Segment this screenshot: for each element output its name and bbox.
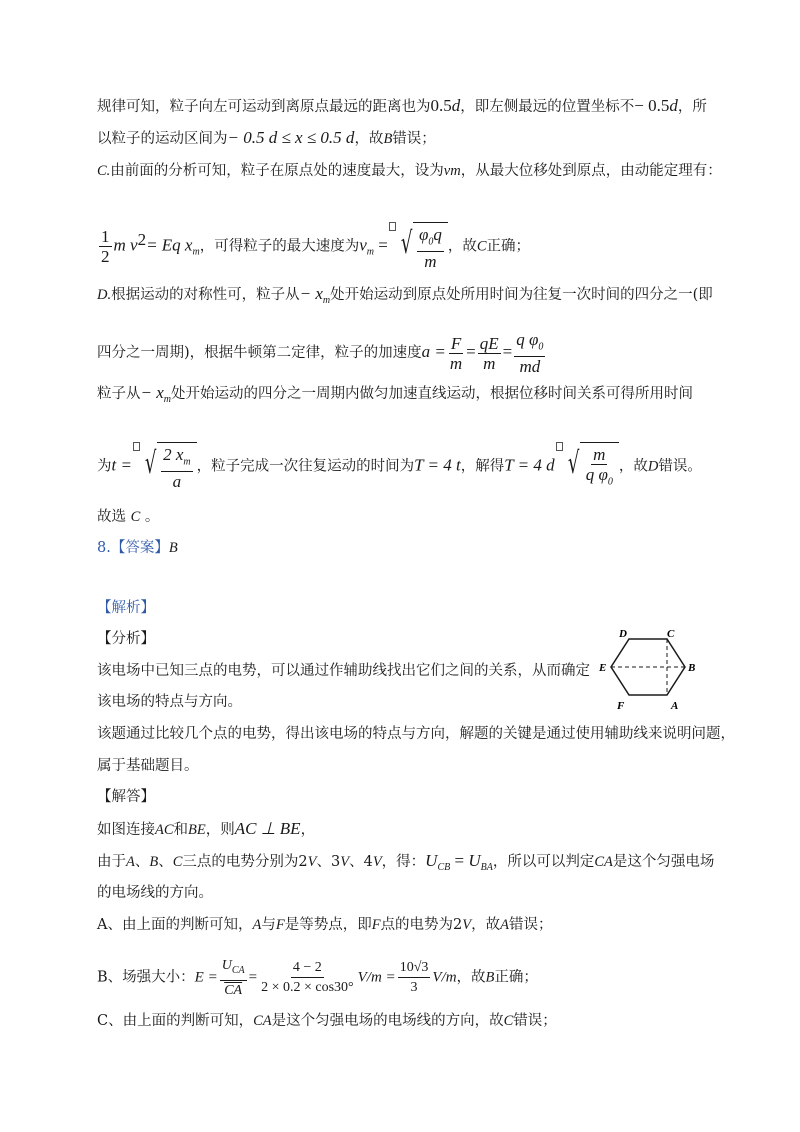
text: 、4 [349,854,373,870]
text: ，故 [447,238,477,255]
hexagon-figure [593,625,703,715]
text: 点的电势为2 [380,917,463,933]
text: 如图连接 [97,822,155,838]
symbol: d [669,96,678,115]
label-f: F [617,700,625,712]
option-letter: A [500,917,510,933]
point: A [126,854,135,870]
formula-line-8: 为t = √ $\frac{2 x_m}{a}$ ，粒子完成一次往复运动的时间为T = 4 t，解得T = 4 d √ $\frac{m}{q \varphi_0}$ ，故D错误。 [97,442,702,491]
text: ，所以可以判定 [492,854,595,870]
text: 属于基础题目。 [97,758,199,774]
symbol: t = [111,455,132,475]
text: C、由上面的判断可知， [97,1013,254,1029]
symbol: d [451,96,461,115]
text-line-3 [97,161,722,181]
label-b: B [688,662,696,674]
text: ，粒子完成一次往复运动的时间为 [196,458,415,475]
point: C [172,854,183,870]
value: 0.5 [430,96,452,115]
unit: V [462,917,472,933]
value: − 0.5 [634,96,670,115]
option-letter: C [130,509,141,525]
option-letter: D. [97,287,112,303]
option-letter: C. [97,163,111,179]
text: 。 [144,509,160,525]
text: 以粒子的运动区间为 [97,131,228,147]
point: A [252,917,262,933]
segment: BE [188,822,206,838]
option-letter: B [383,131,393,147]
symbol: U [425,851,438,870]
unit: V/m [432,969,457,986]
text: 是等势点，即 [284,917,372,933]
denominator: a [172,472,182,492]
text: 和 [173,822,189,838]
text: A、由上面的判断可知， [97,917,253,933]
text-line-14 [97,692,242,712]
point: F [275,917,285,933]
option-letter: D [647,458,659,475]
text: ，故 [471,917,501,933]
numerator: 2 x [163,445,184,464]
denominator: 2 × 0.2 × cos30° [261,980,354,996]
denominator: m [483,353,496,373]
text: 是这个匀强电场的电场线的方向，故 [271,1013,504,1029]
placeholder-box [133,442,140,451]
text: 粒子从 [97,386,141,402]
numerator: 4 − 2 [291,958,324,978]
text: (即 [692,287,713,303]
denominator: q φ [585,465,608,484]
text: ，故 [618,458,648,475]
text: 的电场线的方向。 [97,885,213,901]
analysis-heading [97,598,155,618]
symbol: E = [194,969,218,986]
formula-line-22 [97,956,538,1000]
formula-part: = Eq x [146,235,193,255]
text: 、3 [316,854,341,870]
question-number: 8. [97,540,111,556]
segment: AC [155,822,174,838]
text: 处开始运动到原点处所用时间为往复一次时间的四分之一 [330,287,693,303]
numerator: U [221,958,232,973]
text: 由于 [97,854,126,870]
unit: V [372,854,382,870]
text-line-1 [97,96,707,117]
text-line-5: D.根据运动的对称性可，粒子从− $x_m$处开始运动到原点处所用时间为往复一次时间的四分之一(即 [97,284,713,306]
text-line-9 [97,507,159,527]
text: ，得： [381,854,426,870]
subscript: CB [437,861,451,873]
text-line-20 [97,883,213,903]
fenxi-heading [97,629,155,649]
text: ，则 [205,822,235,838]
text: 由前面的分析可知，粒子在原点处的速度最大，设为 [110,163,444,179]
placeholder-box [556,442,563,451]
text: ，即左侧最远的位置坐标不 [460,99,635,115]
numerator: φ [418,225,429,244]
text: 为 [97,458,112,475]
denominator: 3 [410,980,418,996]
text: 是这个匀强电场 [612,854,715,870]
text-line-19 [97,851,714,878]
symbol: a = [421,342,446,362]
text: 错误； [509,917,553,933]
numerator: m [593,445,606,464]
symbol: U [468,851,481,870]
text: ，故 [354,131,384,147]
denominator: m [424,252,437,272]
text-line-18 [97,819,315,840]
symbol: vm [443,163,461,179]
point: B [149,854,159,870]
text: = [248,969,258,986]
text: 错误。 [658,458,702,475]
subscript: CA [231,964,245,976]
formula: T = 4 t [414,455,461,475]
text: 该题通过比较几个点的电势，得出该电场的特点与方向，解题的关键是通过使用辅助线来说明问题， [97,726,735,742]
text: 该电场中已知三点的电势，可以通过作辅助线找出它们之间的关系，从而确定 [97,663,590,679]
numerator: q φ [516,330,539,349]
unit: V [340,854,350,870]
denominator: 2 [101,247,110,267]
text-line-2 [97,128,436,149]
point: F [371,917,381,933]
inequality: − 0.5 d ≤ x ≤ 0.5 d [227,128,355,147]
text-line-16 [97,756,199,776]
option-letter: C [503,1013,514,1029]
text: 四分之一周期)，根据牛顿第二定律，粒子的加速度 [97,345,422,362]
numerator: 10√3 [398,958,431,978]
denominator: m [449,353,463,373]
text-line-15 [97,724,735,744]
unit: V [307,854,317,870]
text: B、场强大小： [97,969,195,986]
option-letter: B [485,969,495,986]
text: 三点的电势分别为2 [182,854,308,870]
text-line-23 [97,1011,557,1031]
label-e: E [599,662,607,674]
text: ，故 [456,969,486,986]
answer-line [97,538,178,558]
text: 正确； [486,238,531,255]
label-d: D [619,628,627,640]
numerator: q [433,225,442,244]
denominator: md [519,357,541,377]
text: 正确； [494,969,538,986]
numerator: qE [479,333,499,353]
unit: V/m = [357,969,396,986]
text: 规律可知，粒子向左可运动到离原点最远的距离也为 [97,99,431,115]
text-line-6: 四分之一周期)，根据牛顿第二定律，粒子的加速度a = $\frac{F}{m}$ = $\frac{qE}{m}$ = $\frac{q \varphi_0}{md}$ [97,330,544,377]
text: 错误； [392,131,436,147]
symbol: v [359,235,367,255]
fraction-half [99,227,112,266]
formula: AC ⊥ BE [234,819,301,838]
placeholder-box [389,222,396,231]
text-line-13 [97,661,590,681]
formula-part: m v [113,235,138,255]
label-c: C [667,628,675,640]
text: ，解得 [460,458,505,475]
numerator: F [450,333,462,353]
segment: CA [253,1013,272,1029]
text: 故选 [97,509,126,525]
denominator: CA [224,982,243,998]
symbol: − x [299,284,323,303]
text: 、 [158,854,173,870]
jieda-heading [97,787,155,807]
text: ，所 [677,99,707,115]
subscript: BA [480,861,493,873]
text: ，从最大位移处到原点，由动能定理有： [460,163,722,179]
text: 【分析】 [97,631,155,647]
segment: CA [594,854,613,870]
option-letter: C [476,238,487,255]
answer-value: B [168,540,178,556]
text: 根据运动的对称性可，粒子从 [111,287,300,303]
text: ， [300,822,316,838]
text: 错误； [513,1013,557,1029]
text: ，可得粒子的最大速度为 [199,238,360,255]
answer-label: 【答案】 [110,540,169,556]
text-line-21 [97,915,553,935]
text: 【解析】 [97,600,155,616]
label-a: A [671,700,679,712]
formula-line-4: $\frac{1}{2}$ m $v^2= Eq$ $x_m$，可得粒子的最大速度为$v_m$ = √ $\frac{\varphi_0q}{m}$ ，故C正确； [97,222,530,271]
text: 与 [261,917,276,933]
text: 处开始运动的四分之一周期内做匀加速直线运动，根据位移时间关系可得所用时间 [171,386,694,402]
text: 、 [134,854,150,870]
numerator: 1 [101,227,110,247]
formula: T = 4 d [504,455,555,475]
text: = [450,851,469,870]
radical: √ $\frac{\varphi_0q}{m}$ [397,222,448,271]
text-line-7: 粒子从− $x_m$处开始运动的四分之一周期内做匀加速直线运动，根据位移时间关系可得所用时间 [97,383,694,405]
text: 该电场的特点与方向。 [97,694,242,710]
symbol: − x [140,383,164,402]
text: 【解答】 [97,789,155,805]
